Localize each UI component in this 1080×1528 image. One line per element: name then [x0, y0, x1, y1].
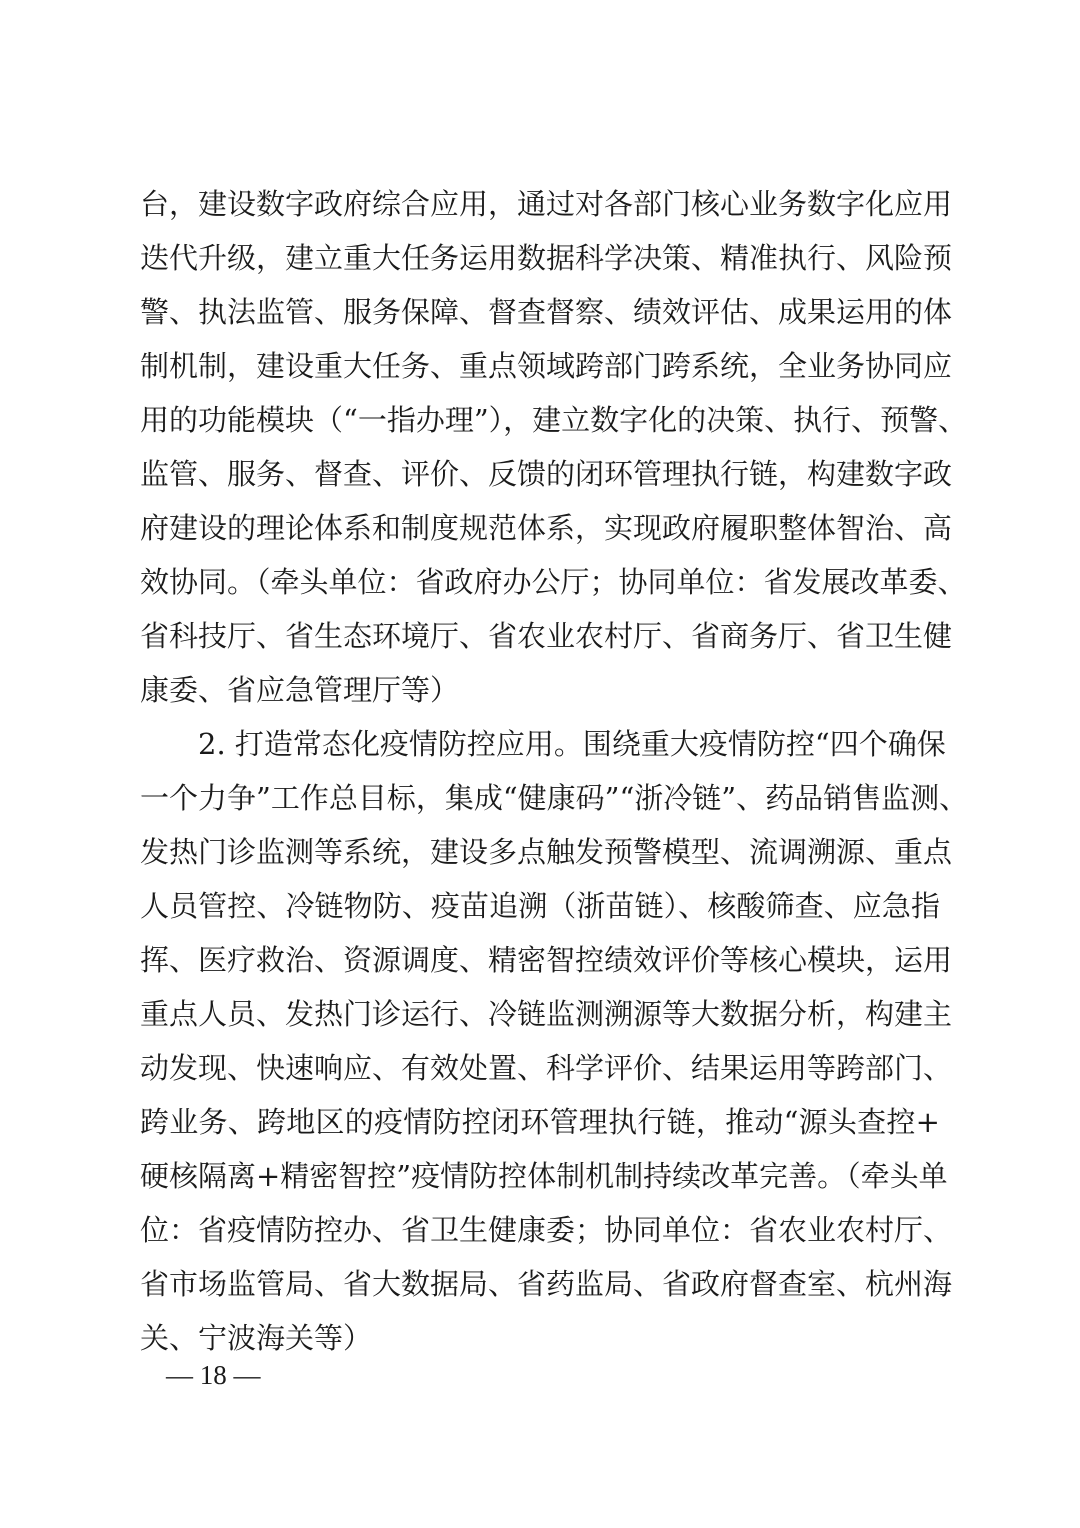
text-line: 硬核隔离+精密智控”疫情防控体制机制持续改革完善。（牵头单	[140, 1159, 948, 1193]
text-line: 重点人员、发热门诊运行、冷链监测溯源等大数据分析，构建主	[140, 997, 953, 1031]
text-line: 人员管控、冷链物防、疫苗追溯（浙苗链）、核酸筛查、应急指	[140, 889, 940, 923]
text-line: 台，建设数字政府综合应用，通过对各部门核心业务数字化应用	[140, 187, 953, 221]
text-line: 一个力争”工作总目标，集成“健康码”“浙冷链”、药品销售监测、	[140, 781, 969, 815]
text-line: 省科技厅、省生态环境厅、省农业农村厅、省商务厅、省卫生健	[140, 619, 953, 653]
paragraph-heading-line: 2. 打造常态化疫情防控应用。围绕重大疫情防控“四个确保	[198, 727, 946, 761]
text-line: 制机制，建设重大任务、重点领域跨部门跨系统，全业务协同应	[140, 349, 953, 383]
text-line: 跨业务、跨地区的疫情防控闭环管理执行链，推动“源头查控+	[140, 1105, 940, 1139]
text-line: 用的功能模块（“一指办理”），建立数字化的决策、执行、预警、	[140, 403, 968, 437]
text-line: 警、执法监管、服务保障、督查督察、绩效评估、成果运用的体	[140, 295, 953, 329]
text-line: 挥、医疗救治、资源调度、精密智控绩效评价等核心模块，运用	[140, 943, 953, 977]
text-line: 位：省疫情防控办、省卫生健康委；协同单位：省农业农村厅、	[140, 1213, 953, 1247]
text-line: 迭代升级，建立重大任务运用数据科学决策、精准执行、风险预	[140, 241, 953, 275]
text-line: 关、宁波海关等）	[140, 1321, 373, 1355]
text-line: 效协同。（牵头单位：省政府办公厅；协同单位：省发展改革委、	[140, 565, 967, 599]
text-line: 发热门诊监测等系统，建设多点触发预警模型、流调溯源、重点	[140, 835, 953, 869]
text-line: 省市场监管局、省大数据局、省药监局、省政府督查室、杭州海	[140, 1267, 953, 1301]
text-line: 监管、服务、督查、评价、反馈的闭环管理执行链，构建数字政	[140, 457, 953, 491]
page-number: — 18 —	[166, 1360, 261, 1390]
text-line: 动发现、快速响应、有效处置、科学评价、结果运用等跨部门、	[140, 1051, 953, 1085]
text-line: 康委、省应急管理厅等）	[140, 673, 460, 707]
text-line: 府建设的理论体系和制度规范体系，实现政府履职整体智治、高	[140, 511, 953, 545]
